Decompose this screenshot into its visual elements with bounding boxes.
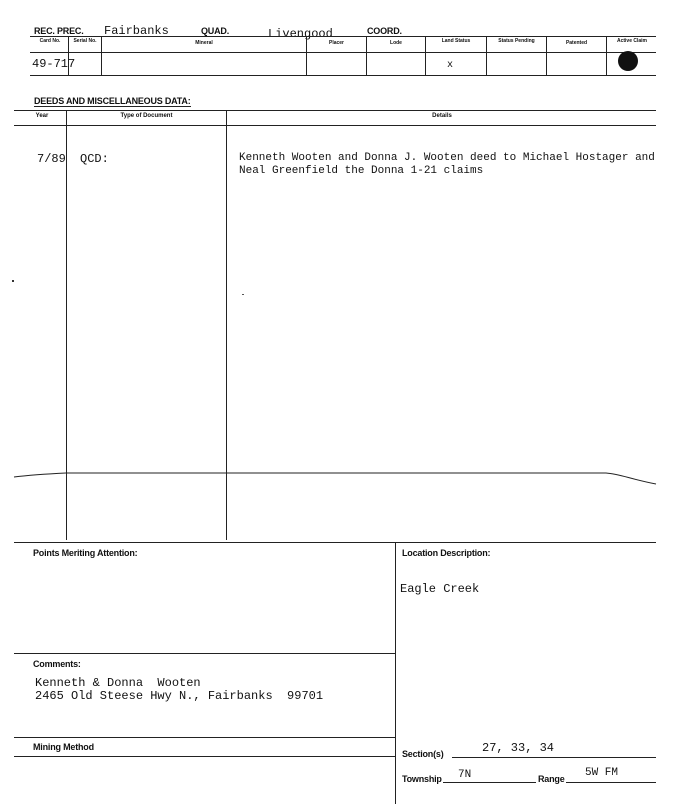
location-label: Location Description: [402, 548, 491, 558]
range-value: 5W FM [585, 767, 619, 779]
fold-line [0, 465, 678, 495]
rec-prec-label: REC. PREC. [34, 26, 84, 36]
sections-underline [452, 757, 656, 758]
deed-details-line2: Neal Greenfield the Donna 1-21 claims [239, 165, 484, 177]
deeds-title: DEEDS AND MISCELLANEOUS DATA: [34, 96, 191, 106]
column-header-rule [30, 52, 656, 53]
deed-year: 7/89 [37, 152, 66, 166]
sections-label: Section(s) [402, 749, 444, 759]
deeds-top-rule [14, 110, 656, 111]
col-patented: Patented [565, 40, 588, 46]
comments-label: Comments: [33, 659, 81, 669]
rec-prec-value: Fairbanks [104, 24, 169, 38]
quad-label: QUAD. [201, 26, 229, 36]
land-status-mark: x [447, 60, 454, 71]
location-value: Eagle Creek [400, 582, 480, 596]
mining-method-underline [14, 756, 395, 757]
col-lode: Lode [390, 40, 402, 46]
col-placer: Placer [328, 40, 344, 46]
col-serial-no: Serial No. [73, 38, 97, 44]
col-card-no: Card No. [39, 38, 61, 44]
scan-speck [12, 280, 14, 282]
col-details: Details [432, 113, 452, 119]
col-active-claim: Active Claim [616, 38, 647, 44]
deeds-header-rule [14, 125, 656, 126]
township-label: Township [402, 774, 442, 784]
header-rule [30, 36, 656, 37]
township-value: 7N [458, 769, 472, 781]
col-divider [606, 36, 607, 75]
coord-label: COORD. [367, 26, 402, 36]
col-year: Year [35, 113, 49, 119]
township-underline [443, 782, 536, 783]
col-status-pending: Status Pending [498, 38, 535, 44]
points-label: Points Meriting Attention: [33, 548, 138, 558]
bottom-top-rule [14, 542, 656, 543]
record-row-rule [30, 75, 656, 76]
mining-method-rule [14, 737, 395, 738]
active-claim-dot [618, 51, 638, 71]
quad-value: Livengood [268, 27, 333, 41]
comments-line1: Kenneth & Donna Wooten [35, 676, 201, 690]
col-type-of-document: Type of Document [120, 113, 173, 119]
card-no-value: 49-717 [32, 57, 76, 71]
comments-line2: 2465 Old Steese Hwy N., Fairbanks 99701 [35, 689, 324, 703]
col-land-status: Land Status [441, 38, 471, 44]
comments-rule [14, 653, 395, 654]
col-mineral: Mineral [195, 40, 213, 46]
range-label: Range [538, 774, 565, 784]
range-underline [566, 782, 656, 783]
deed-details-line1: Kenneth Wooten and Donna J. Wooten deed to Michael Hostager and [239, 152, 655, 164]
mining-method-label: Mining Method [33, 742, 94, 752]
sections-value: 27, 33, 34 [482, 741, 555, 755]
bottom-col-divider [395, 542, 396, 804]
scan-speck [242, 294, 244, 295]
deed-type: QCD: [80, 152, 109, 166]
